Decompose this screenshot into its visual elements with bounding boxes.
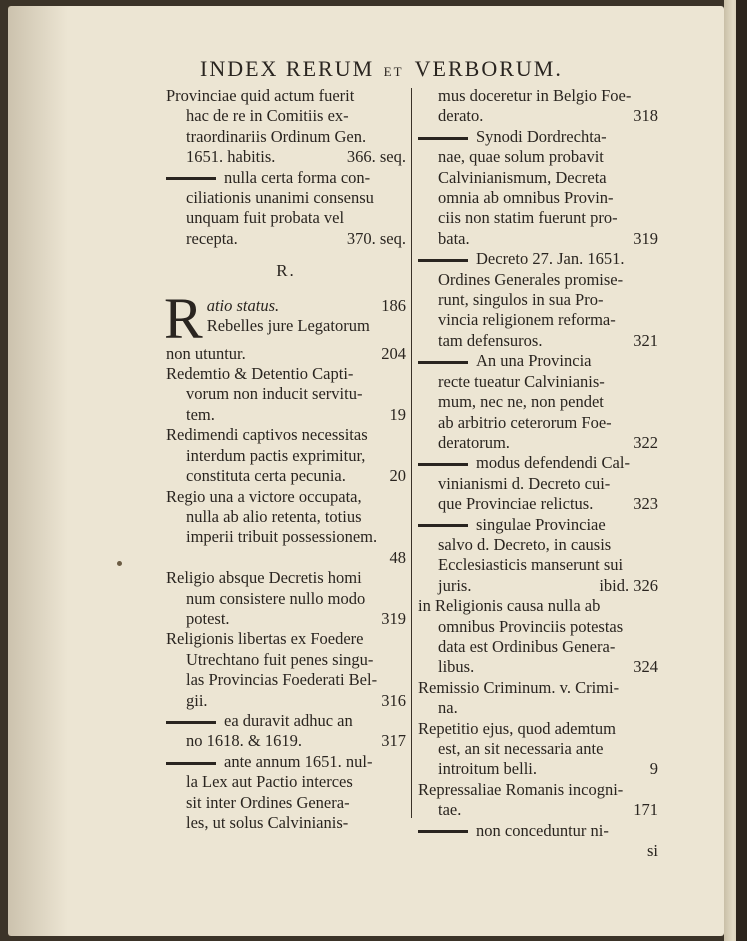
page-reference: 323 [633, 494, 658, 514]
running-header [200, 56, 630, 82]
entry-line: interdum pactis exprimitur, [186, 445, 366, 465]
page-reference: 20 [389, 466, 406, 486]
repeat-dash [166, 177, 216, 180]
repeat-dash [418, 259, 468, 262]
entry-line: non conceduntur ni- [476, 820, 609, 840]
entry-line: Repetitio ejus, quod ademtum [418, 718, 616, 738]
index-entry [166, 344, 406, 364]
entry-line: mus doceretur in Belgio Foe- [438, 86, 632, 105]
entry-line: Religio absque Decretis homi [166, 568, 362, 588]
entry-line: introitum belli. [438, 759, 537, 779]
entry-line: omnia ab omnibus Provin- [438, 188, 614, 208]
index-entry [418, 351, 658, 453]
entry-line: vincia religionem reforma- [438, 310, 616, 330]
index-entry [166, 425, 406, 486]
entry-line: 1651. habitis. [186, 147, 276, 167]
index-entry [418, 719, 658, 780]
index-entry [166, 168, 406, 250]
margin-spot [117, 561, 122, 566]
page-reference: 186 [381, 295, 406, 315]
entry-line: Synodi Dordrechta- [476, 126, 607, 146]
repeat-dash [418, 830, 468, 833]
index-entry [166, 487, 406, 569]
entry-line: Provinciae quid actum fuerit [166, 86, 355, 105]
entry-line: que Provinciae relictus. [438, 494, 594, 514]
entry-line: non utuntur. [166, 343, 246, 363]
header-et: ET [383, 64, 404, 79]
entry-line: gii. [186, 690, 208, 710]
index-entry [166, 364, 406, 425]
entry-line: ab arbitrio ceterorum Foe- [438, 412, 612, 432]
page-reference: 19 [389, 404, 406, 424]
entry-line: ciliationis unanimi consensu [186, 188, 374, 208]
repeat-dash [418, 463, 468, 466]
repeat-dash [418, 137, 468, 140]
index-entry [418, 127, 658, 249]
page-reference: 316 [381, 690, 406, 710]
entry-line: Regio una a victore occupata, [166, 486, 362, 506]
entry-line: les, ut solus Calvinianis- [186, 813, 349, 832]
entry-line: nulla ab alio retenta, totius [186, 506, 362, 526]
entry-line: juris. [438, 575, 472, 595]
entry-line: in Religionis causa nulla ab [418, 596, 601, 616]
entry-line: tam defensuros. [438, 330, 543, 350]
entry-line: runt, singulos in sua Pro- [438, 290, 604, 310]
entry-line: ciis non statim fuerunt pro- [438, 208, 618, 228]
entry-line: potest. [186, 608, 230, 628]
entry-line: constituta certa pecunia. [186, 466, 346, 486]
entry-line: bata. [438, 228, 470, 248]
page-reference: 324 [633, 657, 658, 677]
index-entry [166, 568, 406, 629]
entry-line: Repressaliae Romanis incogni- [418, 779, 624, 799]
entry-line: salvo d. Decreto, in causis [438, 534, 612, 554]
entry-line: Decreto 27. Jan. 1651. [476, 249, 625, 269]
column-rule [411, 88, 412, 818]
entry-line: Utrechtano fuit penes singu- [186, 649, 374, 669]
page-gutter-shadow [8, 6, 68, 936]
index-entry [418, 249, 658, 351]
entry-line: deratorum. [438, 432, 510, 452]
entry-line: singulae Provinciae [476, 514, 606, 534]
page-reference: 319 [633, 228, 658, 248]
index-entry [166, 629, 406, 711]
entry-line: modus defendendi Cal- [476, 453, 630, 473]
entry-line: Redimendi captivos necessitas [166, 425, 368, 445]
header-part1: INDEX RERUM [200, 56, 375, 81]
book-cover-edge [736, 0, 747, 941]
page-reference: 318 [633, 106, 658, 126]
page-reference: 370. seq. [346, 228, 406, 248]
repeat-dash [166, 721, 216, 724]
entry-line: Ordines Generales promise- [438, 269, 624, 289]
right-column [418, 86, 658, 861]
header-part2: VERBORUM. [414, 56, 563, 81]
page-reference: 366. seq. [346, 147, 406, 167]
entry-line: no 1618. & 1619. [186, 731, 302, 751]
index-entry [418, 780, 658, 821]
entry-line: atio status. [206, 295, 280, 315]
repeat-dash [418, 361, 468, 364]
entry-line: imperii tribuit possessionem. [186, 527, 378, 547]
entry-line: la Lex aut Pactio interces [186, 772, 353, 792]
entry-line: Redemtio & Detentio Capti- [166, 364, 354, 384]
entry-line: recepta. [186, 228, 238, 248]
section-heading: R. [276, 261, 296, 281]
page-reference: 317 [381, 731, 406, 751]
entry-line: hac de re in Comitiis ex- [186, 106, 349, 126]
entry-line: num consistere nullo modo [186, 588, 366, 608]
entry-line: traordinariis Ordinum Gen. [186, 126, 367, 146]
entry-line: mum, nec ne, non pendet [438, 392, 604, 412]
entry-line: Ecclesiasticis manserunt sui [438, 555, 624, 575]
index-entry [418, 86, 658, 127]
entry-line: nulla certa forma con- [224, 167, 371, 187]
entry-line: derato. [438, 106, 484, 126]
entry-line: unquam fuit probata vel [186, 208, 345, 228]
entry-line: las Provincias Foederati Bel- [186, 670, 378, 690]
entry-line: Religionis libertas ex Foedere [166, 629, 364, 649]
entry-line: omnibus Provinciis potestas [438, 616, 624, 636]
index-entry [418, 453, 658, 514]
index-entry [418, 515, 658, 597]
entry-line: recte tueatur Calvinianis- [438, 371, 605, 391]
entry-line: ea duravit adhuc an [224, 710, 353, 730]
page-reference: 9 [649, 759, 658, 779]
entry-line: tae. [438, 800, 462, 820]
entry-line: nae, quae solum probavit [438, 147, 604, 167]
entry-line: Remissio Criminum. v. Crimi- [418, 677, 620, 697]
index-entry [418, 678, 658, 719]
repeat-dash [418, 524, 468, 527]
page-reference: 204 [381, 343, 406, 363]
index-entry [166, 711, 406, 752]
entry-line: sit inter Ordines Genera- [186, 792, 350, 812]
drop-cap: R [164, 285, 203, 351]
page-reference: 319 [381, 608, 406, 628]
entry-line: vinianismi d. Decreto cui- [438, 473, 611, 493]
page-reference: 321 [633, 330, 658, 350]
index-entry [418, 596, 658, 678]
index-entry [418, 821, 658, 862]
entry-line: tem. [186, 404, 215, 424]
page-reference: ibid. 326 [599, 575, 658, 595]
index-entry [164, 285, 406, 351]
entry-line: Calvinianismum, Decreta [438, 167, 607, 187]
entry-line: An una Provincia [476, 351, 592, 371]
entry-line: vorum non inducit servitu- [186, 384, 363, 404]
entry-line: libus. [438, 657, 475, 677]
repeat-dash [166, 762, 216, 765]
entry-line: data est Ordinibus Genera- [438, 636, 616, 656]
entry-line: est, an sit necessaria ante [438, 739, 604, 758]
index-entry [166, 86, 406, 168]
page-reference: 322 [633, 432, 658, 452]
entry-line: na. [438, 698, 458, 718]
left-column [166, 86, 406, 833]
page-reference: 171 [633, 800, 658, 820]
page-reference: 48 [389, 547, 406, 567]
entry-line: ante annum 1651. nul- [224, 751, 373, 771]
catchword: si [646, 841, 658, 861]
entry-line: Rebelles jure Legatorum [206, 316, 370, 336]
index-entry [166, 752, 406, 834]
